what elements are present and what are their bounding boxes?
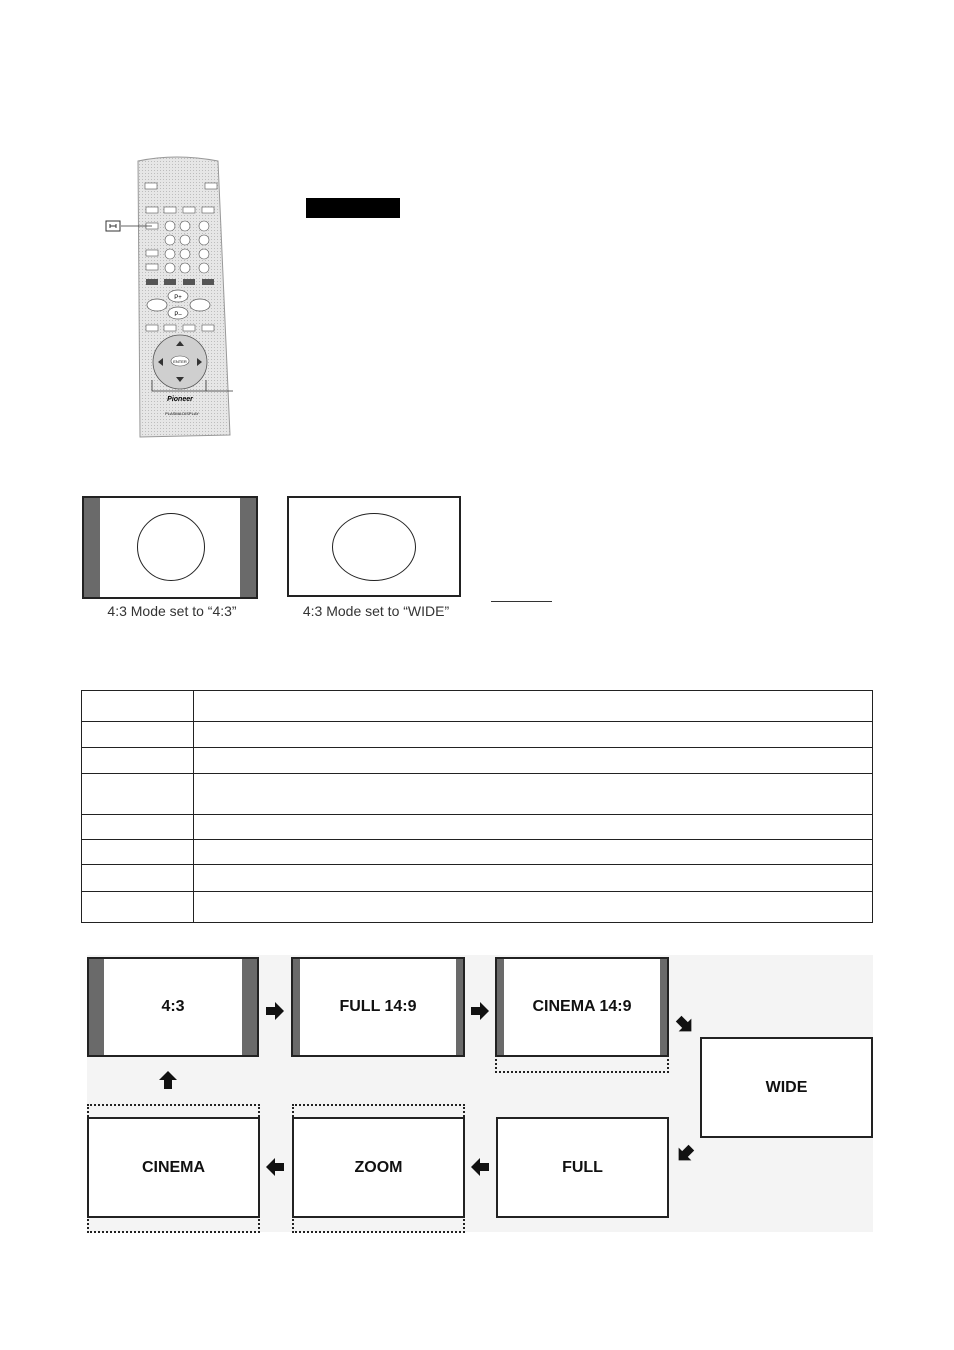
- arrow-up-icon: [157, 1069, 179, 1091]
- cinema-14-9-overscan: [495, 1055, 669, 1073]
- screen-label: CINEMA: [141, 1158, 206, 1176]
- screen-cinema: [87, 1117, 260, 1218]
- table-row: [82, 865, 873, 892]
- arrow-left-icon: [469, 1156, 491, 1178]
- arrow-down-right-icon: [674, 1014, 696, 1036]
- caption-43-mode: 4:3 Mode set to “4:3”: [107, 603, 237, 619]
- screen-full: [496, 1117, 669, 1218]
- arrow-left-icon: [264, 1156, 286, 1178]
- table-row: [82, 892, 873, 923]
- arrow-right-icon: [469, 1000, 491, 1022]
- table-row: [82, 815, 873, 840]
- screen-label: FULL 14:9: [339, 998, 417, 1015]
- screen-wide-mode: [287, 496, 461, 597]
- arrow-right-icon: [264, 1000, 286, 1022]
- table-row: [82, 840, 873, 865]
- screen-full-14-9: [291, 957, 465, 1057]
- section-label-block: [306, 198, 400, 218]
- screen-label: WIDE: [765, 1078, 808, 1096]
- caption-wide-mode: 4:3 Mode set to “WIDE”: [302, 603, 450, 619]
- screen-label: FULL: [562, 1158, 603, 1176]
- screen-zoom: [292, 1117, 465, 1218]
- cinema-overscan-bottom: [87, 1216, 260, 1233]
- screen-size-table: [81, 690, 873, 923]
- screen-43: [87, 957, 259, 1057]
- table-row: [82, 722, 873, 748]
- table-row: [82, 748, 873, 774]
- screen-label: 4:3: [161, 998, 185, 1015]
- svg-text:PLASMA DISPLAY: PLASMA DISPLAY: [165, 411, 199, 416]
- note-underline: [491, 601, 552, 602]
- arrow-down-left-icon: [674, 1143, 696, 1165]
- svg-text:ENTER: ENTER: [173, 359, 187, 364]
- table-row: [82, 691, 873, 722]
- screen-43-mode: [82, 496, 258, 599]
- table-row: [82, 774, 873, 815]
- screen-label: ZOOM: [354, 1158, 403, 1176]
- screen-label: CINEMA 14:9: [532, 998, 632, 1015]
- svg-text:P+: P+: [174, 295, 182, 301]
- screen-cinema-14-9: [495, 957, 669, 1057]
- svg-text:Pioneer: Pioneer: [167, 396, 193, 403]
- remote-control: [100, 155, 240, 445]
- zoom-overscan-bottom: [292, 1216, 465, 1233]
- svg-text:P–: P–: [174, 312, 182, 318]
- screen-wide: [700, 1037, 873, 1138]
